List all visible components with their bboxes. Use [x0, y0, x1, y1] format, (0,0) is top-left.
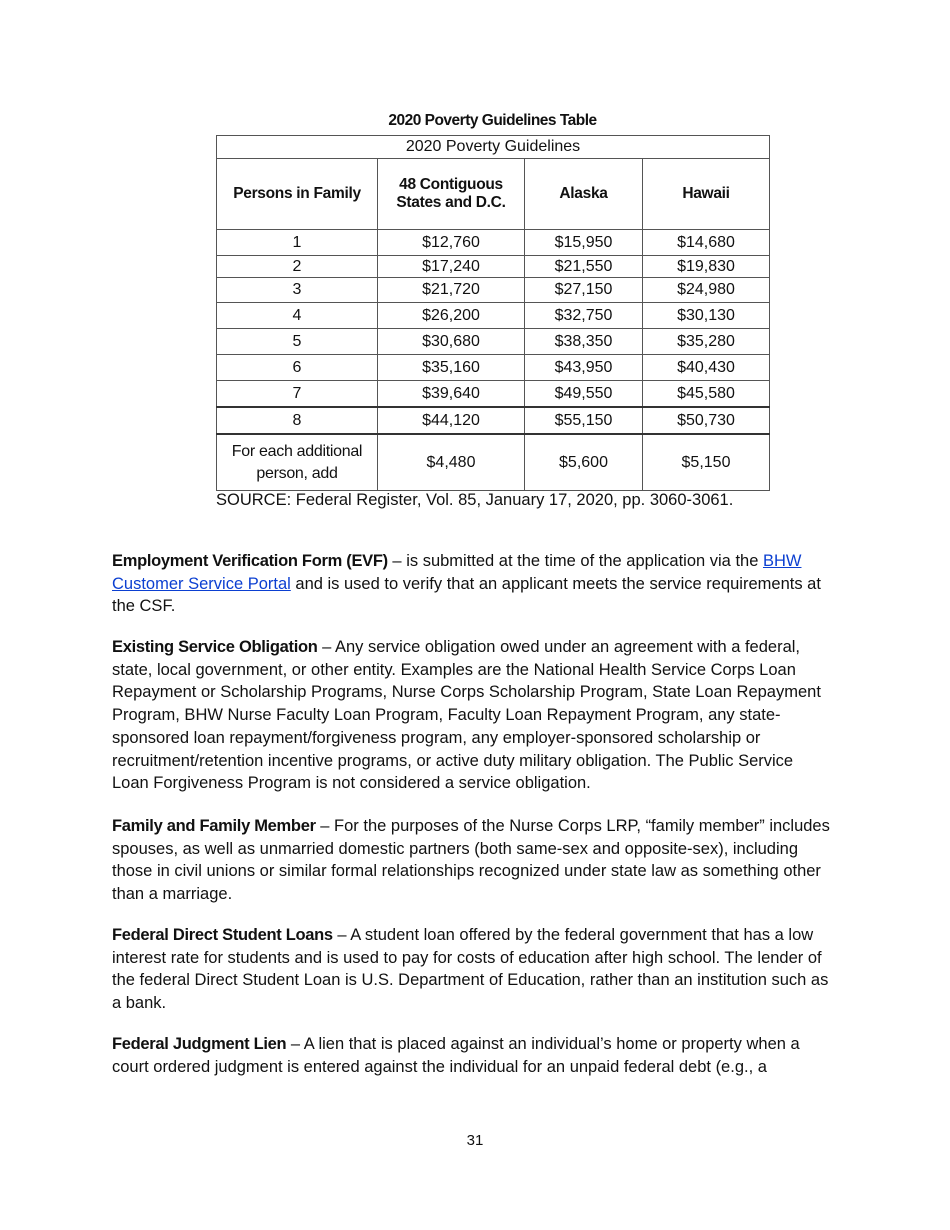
header-hawaii: Hawaii [643, 159, 770, 230]
definition-evf [112, 550, 832, 618]
definition-family-member [112, 815, 832, 906]
definition-text: – A lien that is placed against an individual’s home or property when a court ordered judgment is entered against the individual for an unpaid federal debt (e.g., a [112, 1035, 800, 1076]
cell-hawaii: $30,130 [643, 303, 770, 329]
table-title-cell: 2020 Poverty Guidelines [217, 136, 770, 159]
cell-contiguous: $4,480 [378, 434, 525, 491]
table-row-additional-person [217, 434, 770, 491]
cell-hawaii: $19,830 [643, 256, 770, 278]
cell-hawaii: $5,150 [643, 434, 770, 491]
definition-term: Existing Service Obligation [112, 638, 318, 656]
cell-persons: 8 [217, 407, 378, 434]
cell-contiguous: $39,640 [378, 381, 525, 408]
table-header-row [217, 159, 770, 230]
cell-alaska: $38,350 [525, 329, 643, 355]
table-row [217, 407, 770, 434]
cell-hawaii: $40,430 [643, 355, 770, 381]
cell-contiguous: $35,160 [378, 355, 525, 381]
cell-alaska: $49,550 [525, 381, 643, 408]
table-row [217, 381, 770, 408]
definition-term: Federal Judgment Lien [112, 1035, 287, 1053]
cell-persons: 4 [217, 303, 378, 329]
cell-alaska: $15,950 [525, 230, 643, 256]
cell-contiguous: $12,760 [378, 230, 525, 256]
cell-hawaii: $35,280 [643, 329, 770, 355]
cell-contiguous: $44,120 [378, 407, 525, 434]
cell-hawaii: $14,680 [643, 230, 770, 256]
cell-contiguous: $17,240 [378, 256, 525, 278]
poverty-guidelines-table [216, 135, 770, 491]
definition-term: Federal Direct Student Loans [112, 926, 333, 944]
cell-alaska: $27,150 [525, 278, 643, 303]
cell-hawaii: $50,730 [643, 407, 770, 434]
header-contiguous-line2: States and D.C. [396, 194, 506, 211]
table-row [217, 278, 770, 303]
cell-additional-label [217, 434, 378, 491]
table-row [217, 230, 770, 256]
cell-persons: 7 [217, 381, 378, 408]
additional-label-line2: person, add [256, 464, 338, 482]
cell-persons: 3 [217, 278, 378, 303]
definition-term: Employment Verification Form (EVF) [112, 552, 388, 570]
table-row [217, 355, 770, 381]
table-caption: 2020 Poverty Guidelines Table [388, 112, 597, 129]
cell-alaska: $5,600 [525, 434, 643, 491]
cell-alaska: $43,950 [525, 355, 643, 381]
header-persons-in-family: Persons in Family [217, 159, 378, 230]
definition-existing-service-obligation [112, 636, 832, 795]
cell-persons: 5 [217, 329, 378, 355]
page-number: 31 [466, 1132, 484, 1149]
definition-text: – is submitted at the time of the application via the [387, 552, 763, 570]
header-contiguous-line1: 48 Contiguous [399, 176, 503, 193]
cell-hawaii: $45,580 [643, 381, 770, 408]
definition-term: Family and Family Member [112, 817, 316, 835]
definition-federal-direct-student-loans [112, 924, 832, 1015]
table-row [217, 256, 770, 278]
cell-alaska: $21,550 [525, 256, 643, 278]
definition-federal-judgment-lien [112, 1033, 832, 1078]
header-alaska: Alaska [525, 159, 643, 230]
cell-contiguous: $21,720 [378, 278, 525, 303]
cell-persons: 1 [217, 230, 378, 256]
table-source-note: SOURCE: Federal Register, Vol. 85, January 17, 2020, pp. 3060-3061. [216, 491, 734, 509]
definition-text: – Any service obligation owed under an agreement with a federal, state, local government, or other entity. Examples are the National Health Service Corps Loan Repayment or Scholarship Programs, Nurse Corps Scholarship Program, State Loan Repayment Program, BHW Nurse Faculty Loan Program, Faculty Loan Repayment Program, any state-sponsored loan repayment/forgiveness program, any employer-sponsored scholarship or recruitment/retention incentive programs, or active duty military obligation. The Public Service Loan Forgiveness Program is not considered a service obligation. [112, 638, 821, 793]
cell-alaska: $55,150 [525, 407, 643, 434]
cell-contiguous: $30,680 [378, 329, 525, 355]
table-row [217, 329, 770, 355]
cell-persons: 2 [217, 256, 378, 278]
cell-contiguous: $26,200 [378, 303, 525, 329]
cell-hawaii: $24,980 [643, 278, 770, 303]
cell-persons: 6 [217, 355, 378, 381]
header-48-contiguous [378, 159, 525, 230]
definition-text: – A student loan offered by the federal government that has a low interest rate for students and is used to pay for costs of education after high school. The lender of the federal Direct Student Loan is U.S. Department of Education, rather than an institution such as a bank. [112, 926, 829, 1013]
definition-text: – For the purposes of the Nurse Corps LRP, “family member” includes spouses, as well as unmarried domestic partners (both same-sex and opposite-sex), including those in civil unions or similar formal relationships recognized under state law as something other than a marriage. [112, 817, 830, 904]
bhw-customer-service-portal-link[interactable]: BHW Customer Service Portal [112, 552, 802, 593]
definition-text: and is used to verify that an applicant meets the service requirements at the CSF. [112, 574, 821, 616]
additional-label-line1: For each additional [231, 442, 363, 460]
cell-alaska: $32,750 [525, 303, 643, 329]
table-title-row [217, 136, 770, 159]
table-row [217, 303, 770, 329]
